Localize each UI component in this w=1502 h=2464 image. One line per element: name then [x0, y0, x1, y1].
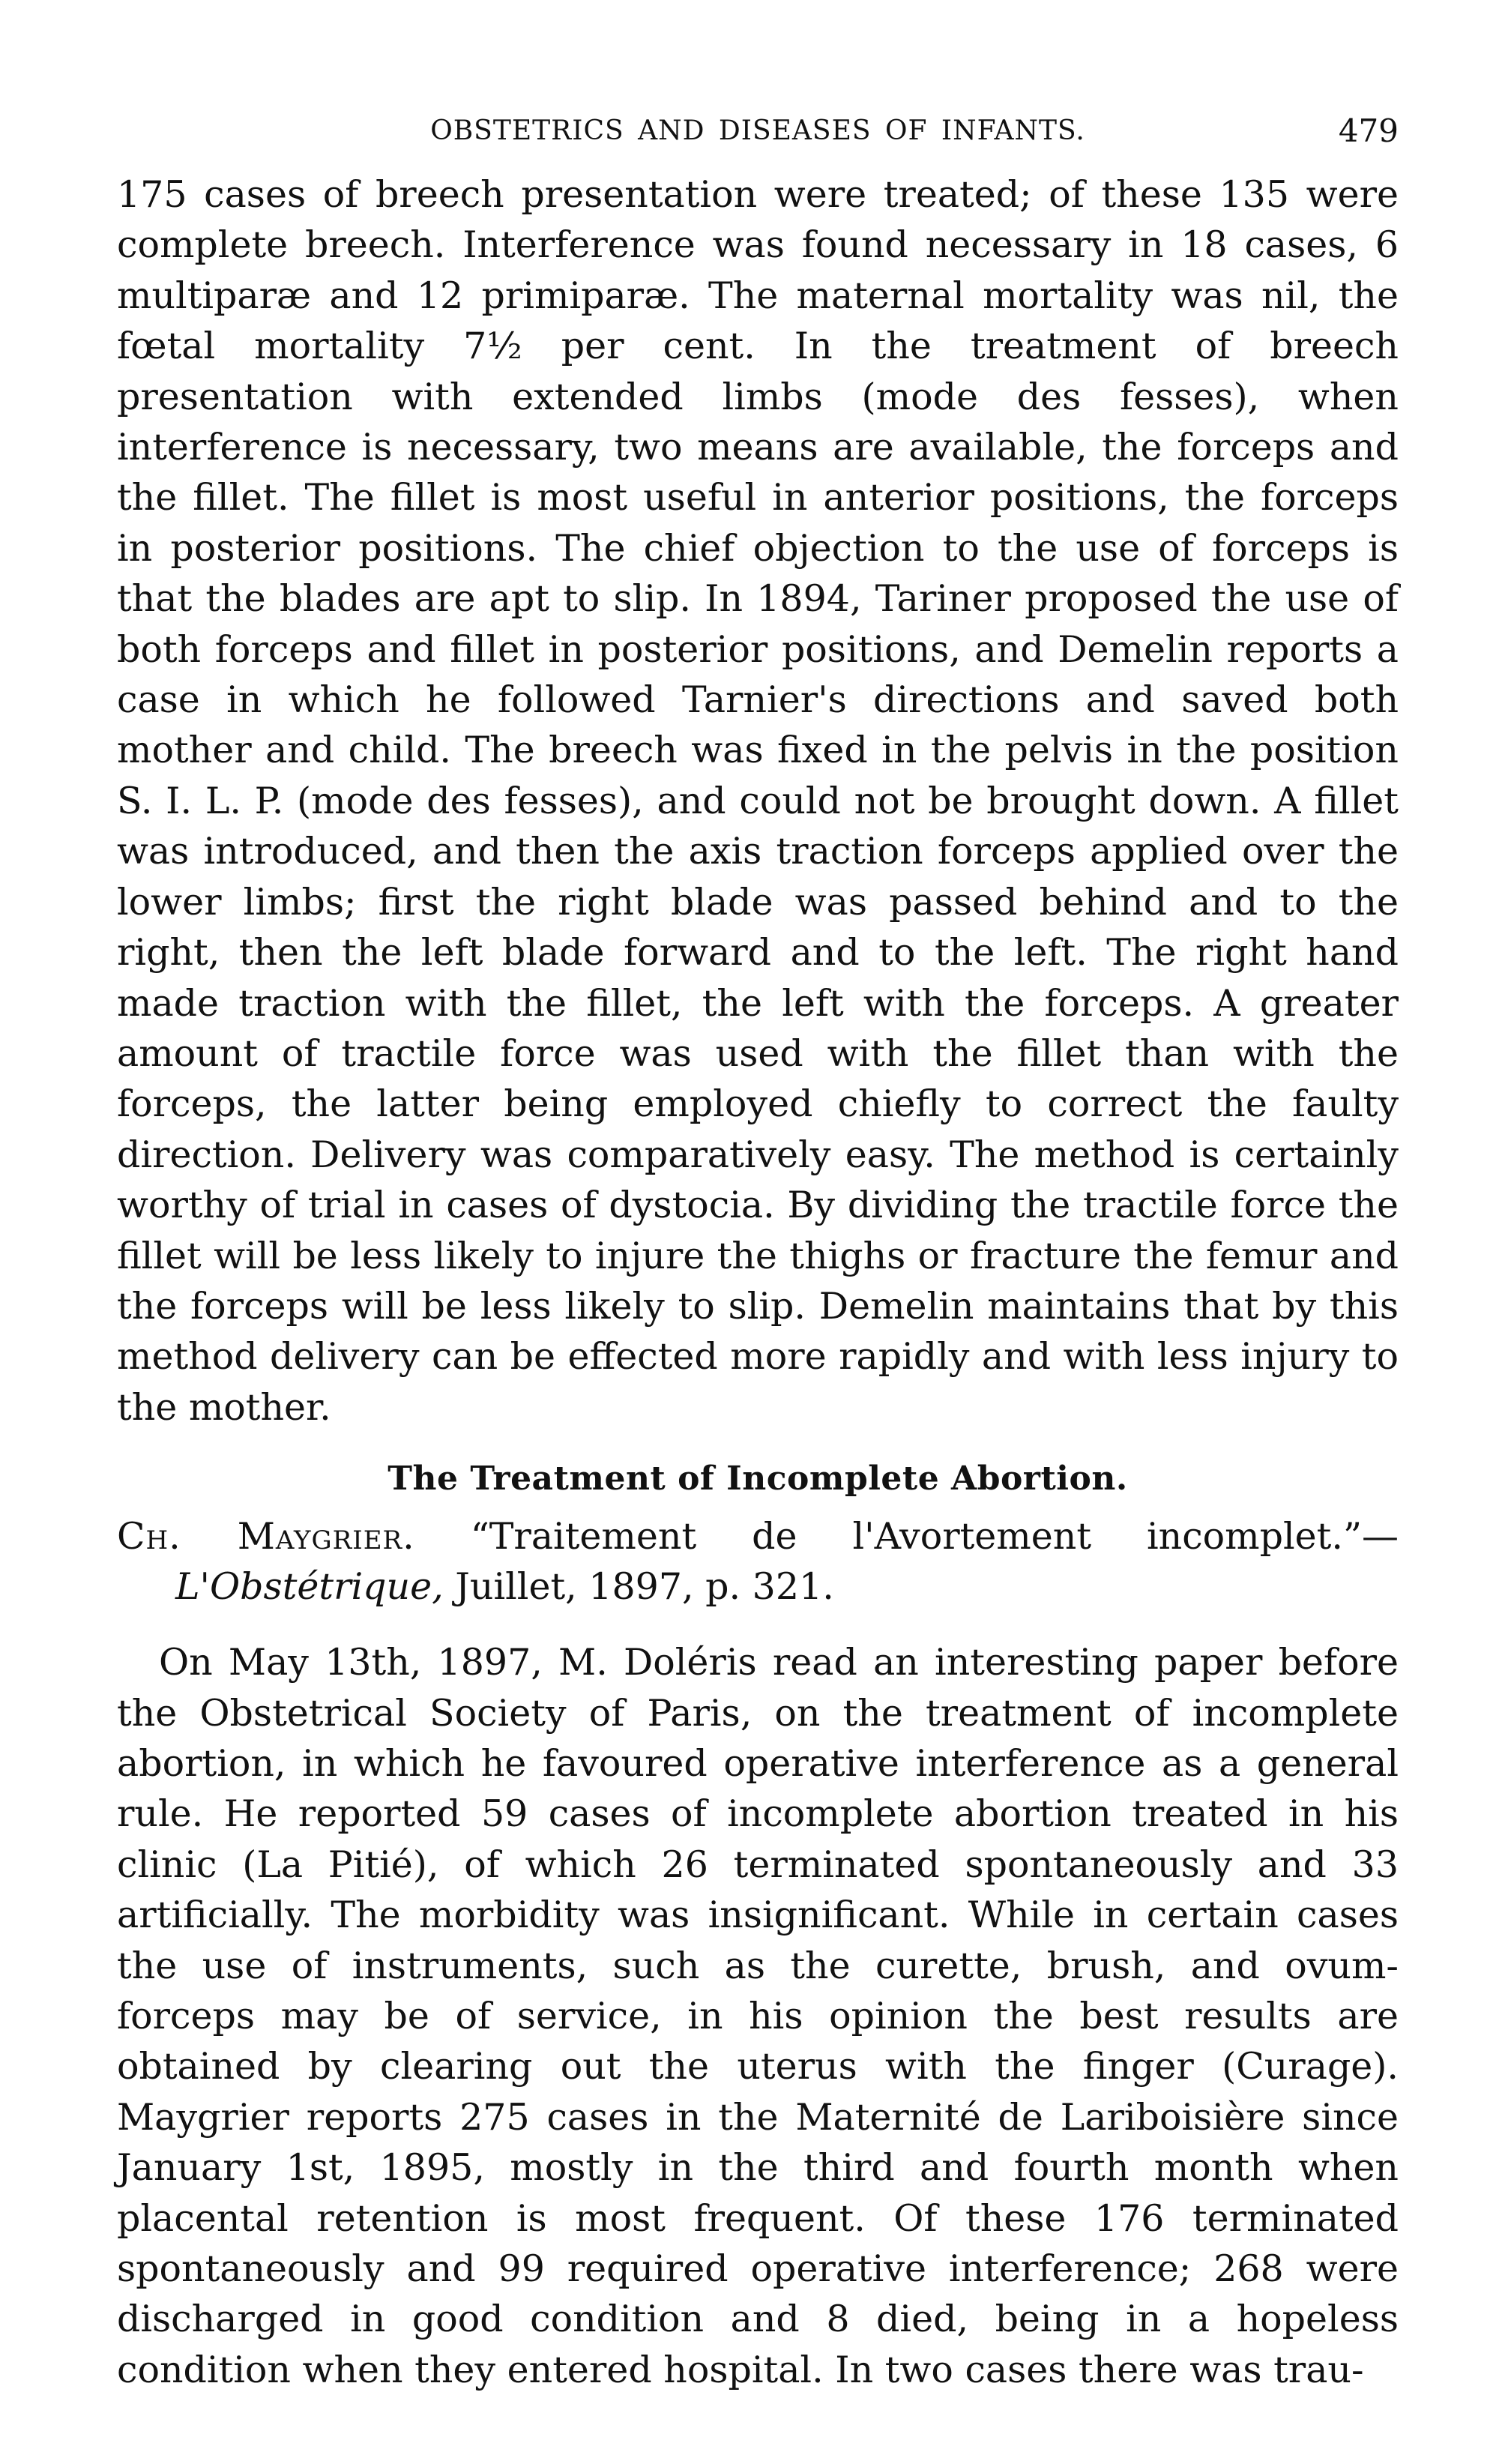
citation-title: “Traitement de l'Avortement incomplet.”—: [470, 1515, 1399, 1558]
running-head: [117, 112, 1399, 165]
citation-journal: L'Obstétrique,: [175, 1565, 444, 1609]
citation-details: Juillet, 1897, p. 321.: [443, 1565, 834, 1609]
book-page: [117, 112, 1399, 2395]
section-heading: The Treatment of Incomplete Abortion.: [387, 1460, 1128, 1498]
running-title: OBSTETRICS AND DISEASES OF INFANTS.: [430, 115, 1085, 146]
citation: [117, 1511, 1399, 1612]
breech-presentation-paragraph: 175 cases of breech presentation were treated; of these 135 were complete breech. Interference was found necessary in 18 cases, 6 multiparæ and 12 primiparæ. The maternal mortality was nil, the fœtal mortality 7½ per cent. In the treatment of breech presentation with extended limbs (mode des fesses), when interference is necessary, two means are available, the forceps and the fillet. The fillet is most useful in anterior positions, the forceps in posterior positions. The chief objection to the use of forceps is that the blades are apt to slip. In 1894, Tariner proposed the use of both forceps and fillet in posterior positions, and Demelin reports a case in which he followed Tarnier's directions and saved both mother and child. The breech was fixed in the pelvis in the position S. I. L. P. (mode des fesses), and could not be brought down. A fillet was introduced, and then the axis traction forceps applied over the lower limbs; first the right blade was passed behind and to the right, then the left blade forward and to the left. The right hand made traction with the fillet, the left with the forceps. A greater amount of tractile force was used with the fillet than with the forceps, the latter being employed chiefly to correct the faulty direction. Delivery was comparatively easy. The method is certainly worthy of trial in cases of dystocia. By dividing the tractile force the fillet will be less likely to injure the thighs or fracture the femur and the forceps will be less likely to slip. Demelin maintains that by this method delivery can be effected more rapidly and with less injury to the mother.: [117, 173, 1399, 1429]
incomplete-abortion-paragraph: On May 13th, 1897, M. Doléris read an interesting paper before the Obstetrical Society of Paris, on the treatment of incomplete abortion, in which he favoured operative interference as a general rule. He reported 59 cases of incomplete abortion treated in his clinic (La Pitié), of which 26 terminated spontaneously and 33 artificially. The morbidity was insignificant. While in certain cases the use of instruments, such as the curette, brush, and ovum-forceps may be of service, in his opinion the best results are obtained by clearing out the uterus with the finger (Curage). Maygrier reports 275 cases in the Maternité de Lariboisière since January 1st, 1895, mostly in the third and fourth month when placental retention is most frequent. Of these 176 terminated spontaneously and 99 required operative interference; 268 were discharged in good condition and 8 died, being in a hopeless condition when they entered hospital. In two cases there was trau-: [117, 1641, 1399, 2391]
page-number: 479: [1338, 112, 1399, 149]
citation-author: Ch. Maygrier.: [117, 1515, 415, 1558]
